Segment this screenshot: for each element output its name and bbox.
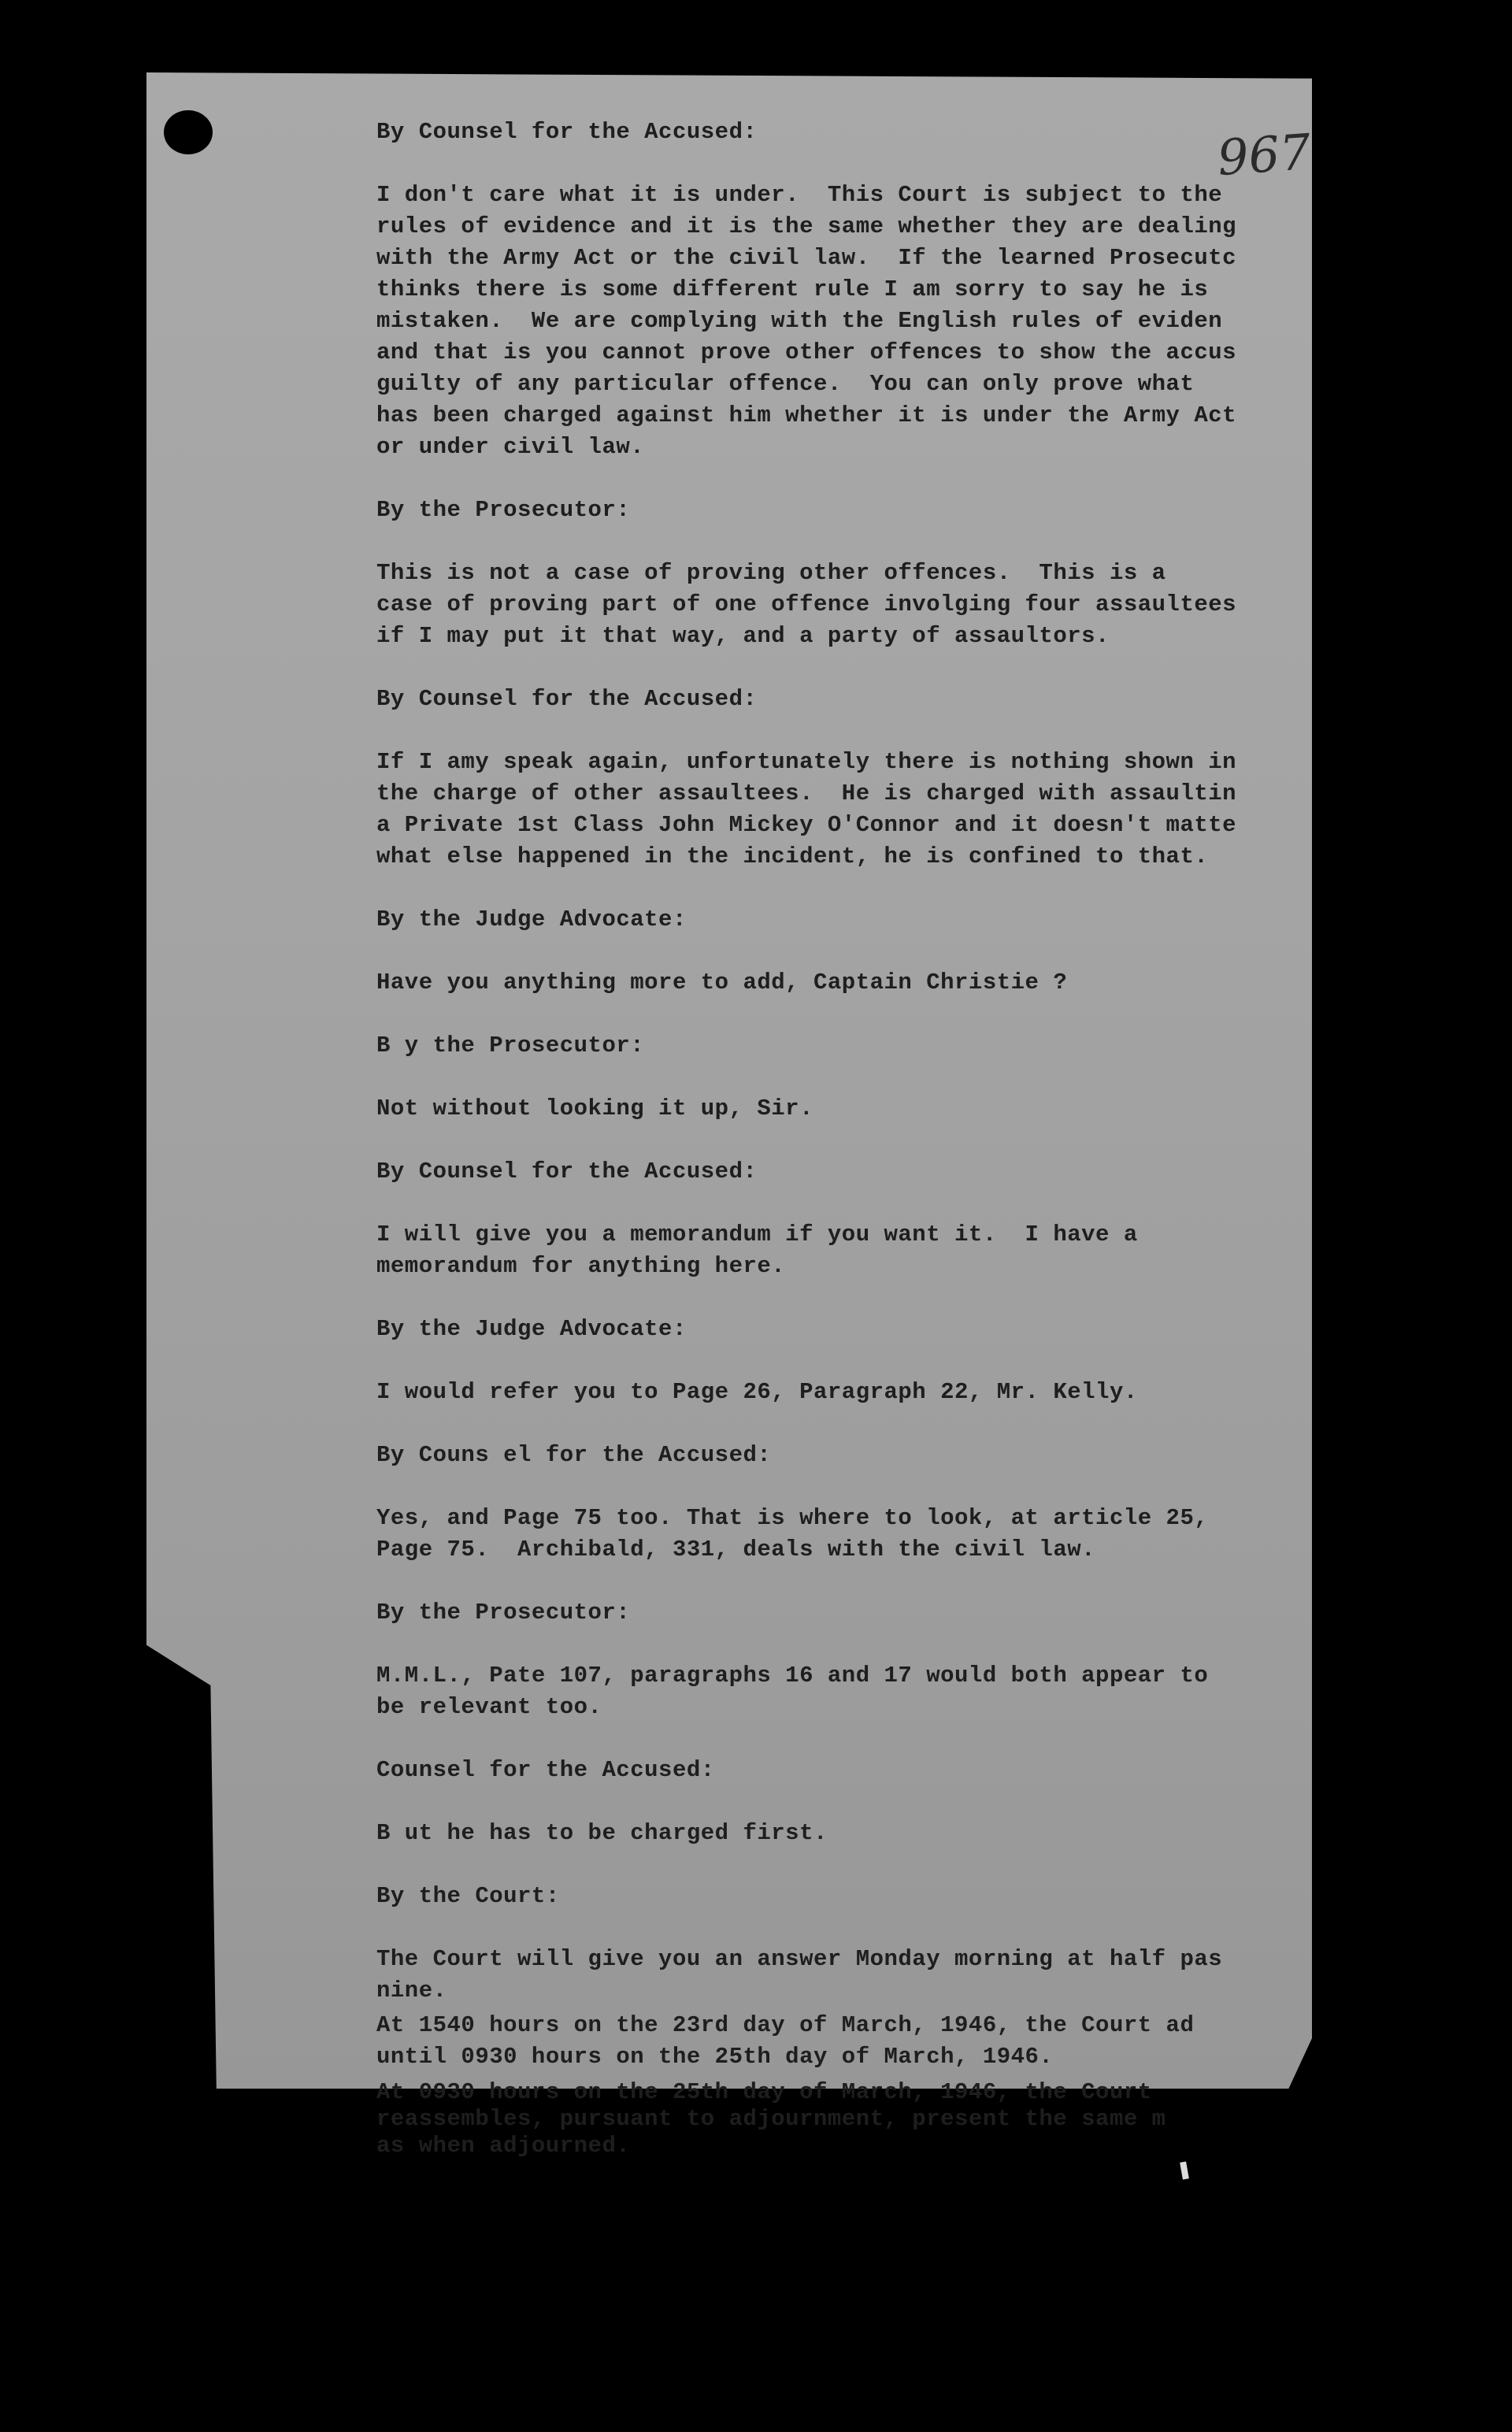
speech-text: Have you anything more to add, Captain Christie ? bbox=[376, 969, 1068, 995]
speech-text: Yes, and Page 75 too. That is where to look, at article 25, Page 75. Archibald, 331, deals with the civil law. bbox=[376, 1505, 1209, 1563]
exchange-11 bbox=[376, 1881, 1306, 2007]
speaker-heading: By the Prosecutor: bbox=[376, 1600, 631, 1626]
page-number: 967 bbox=[1215, 122, 1313, 187]
speech-text: I will give you a memorandum if you want it. I have a memorandum for anything here. bbox=[376, 1222, 1138, 1279]
speech-text: Not without looking it up, Sir. bbox=[376, 1096, 813, 1121]
exchange-8 bbox=[376, 1440, 1306, 1566]
exchange-2 bbox=[376, 495, 1306, 652]
speaker-heading: By the Court: bbox=[376, 1883, 560, 1909]
exchange-6 bbox=[376, 1156, 1306, 1282]
speaker-heading: By Counsel for the Accused: bbox=[376, 119, 758, 145]
speech-text: The Court will give you an answer Monday morning at half pas nine. bbox=[376, 1946, 1223, 2004]
transcript-body bbox=[376, 117, 1306, 2191]
speech-text: If I amy speak again, unfortunately there is nothing shown in the charge of other assaultees. He is charged with assaultin a Private 1st Class John Mickey O'Connor and it doesn't matte what else happened in the incident, he is confined to that. bbox=[376, 749, 1237, 869]
speaker-heading: By Counsel for the Accused: bbox=[376, 686, 758, 712]
exchange-7 bbox=[376, 1314, 1306, 1408]
reassembly-note: At 0930 hours on the 25th day of March, 1946, the Court reassembles, pursuant to adjournment, present the same m as when adjourned. bbox=[376, 2079, 1166, 2159]
speech-text: M.M.L., Pate 107, paragraphs 16 and 17 would both appear to be relevant too. bbox=[376, 1663, 1209, 1720]
speaker-heading: By the Judge Advocate: bbox=[376, 1316, 687, 1342]
speaker-heading: Counsel for the Accused: bbox=[376, 1757, 715, 1783]
exchange-5 bbox=[376, 1030, 1306, 1125]
speaker-heading: By the Judge Advocate: bbox=[376, 906, 687, 932]
exchange-4 bbox=[376, 904, 1306, 999]
speech-text: B ut he has to be charged first. bbox=[376, 1820, 828, 1846]
speech-text: I don't care what it is under. This Court is subject to the rules of evidence and it is the same whether they are dealing with the Army Act or the civil law. If the learned Prosecutc thinks there is some different rule I am sorry to say he is mistaken. We are complying with the English rules of eviden and that is you cannot prove other offences to show the accus guilty of any particular offence. You can only prove what has been charged against him whether it is under the Army Act or under civil law. bbox=[376, 182, 1237, 460]
speaker-heading: By Couns el for the Accused: bbox=[376, 1442, 772, 1468]
exchange-9 bbox=[376, 1597, 1306, 1723]
speaker-heading: B y the Prosecutor: bbox=[376, 1032, 645, 1058]
punch-hole bbox=[164, 110, 213, 154]
speaker-heading: By the Prosecutor: bbox=[376, 497, 631, 523]
adjournment-note: At 1540 hours on the 23rd day of March, 1946, the Court ad until 0930 hours on the 25th day of March, 1946. bbox=[376, 2012, 1195, 2070]
exchange-1 bbox=[376, 117, 1306, 463]
exchange-10 bbox=[376, 1755, 1306, 1849]
speaker-heading: By Counsel for the Accused: bbox=[376, 1159, 758, 1184]
exchange-3 bbox=[376, 684, 1306, 873]
speech-text: This is not a case of proving other offences. This is a case of proving part of one offence involging four assaultees if I may put it that way, and a party of assaultors. bbox=[376, 560, 1237, 649]
speech-text: I would refer you to Page 26, Paragraph 22, Mr. Kelly. bbox=[376, 1379, 1138, 1405]
